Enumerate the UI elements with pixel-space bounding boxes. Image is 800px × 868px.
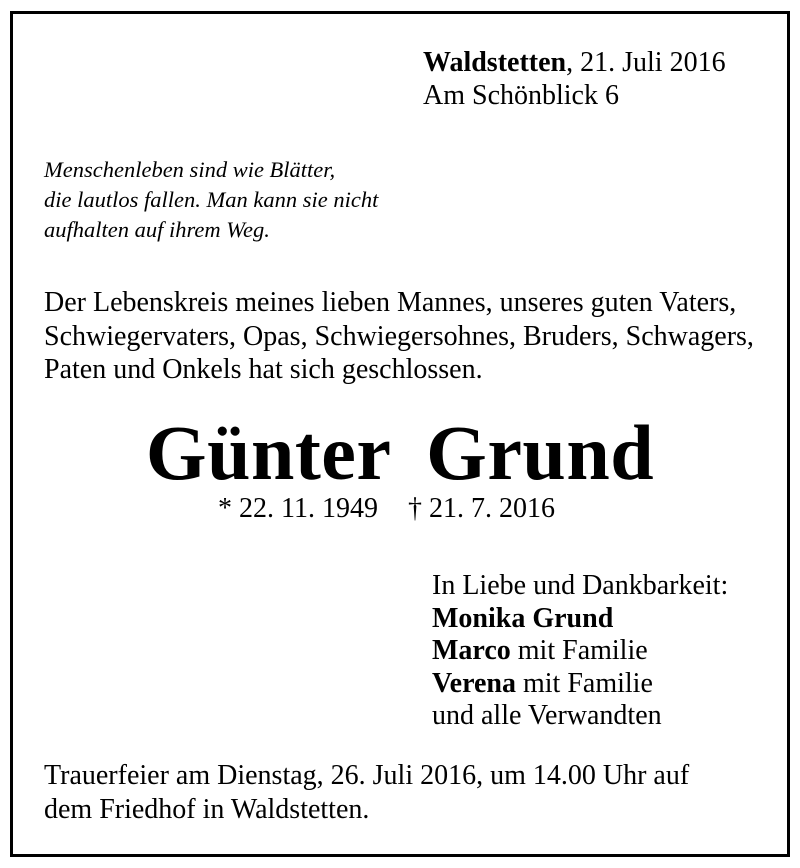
funeral-info [44, 759, 689, 827]
quote-block [44, 155, 378, 245]
spouse-name: Monika Grund [432, 602, 614, 634]
header-block [423, 46, 726, 112]
child-suffix: mit Familie [516, 667, 653, 699]
child-name: Marco [432, 635, 511, 667]
quote-line: die lautlos fallen. Man kann sie nicht [44, 187, 379, 212]
deceased-name: Günter Grund [145, 409, 655, 496]
child-name: Verena [432, 667, 516, 699]
spouse-line [432, 603, 728, 636]
address: Am Schönblick 6 [423, 80, 619, 111]
intro-line: Paten und Onkels hat sich geschlossen. [44, 354, 483, 385]
child-line [432, 668, 728, 701]
intro-line: Der Lebenskreis meines lieben Mannes, unseres guten Vaters, [44, 287, 737, 318]
intro-paragraph [44, 286, 754, 387]
notice-date: , 21. Juli 2016 [566, 47, 726, 78]
child-suffix: mit Familie [510, 635, 648, 667]
mourners-intro: In Liebe und Dankbarkeit: [432, 570, 729, 601]
relatives-line: und alle Verwandten [432, 700, 662, 732]
child-line [432, 635, 728, 668]
quote-line: aufhalten auf ihrem Weg. [44, 217, 270, 242]
obituary-notice [10, 11, 790, 857]
funeral-line: Trauerfeier am Dienstag, 26. Juli 2016, um 14.00 Uhr auf [44, 760, 690, 791]
place-date [423, 46, 726, 79]
mourners-block [432, 570, 728, 733]
death-date: † 21. 7. 2016 [407, 493, 555, 524]
life-dates [218, 492, 555, 525]
quote-line: Menschenleben sind wie Blätter, [44, 157, 336, 182]
birth-date: * 22. 11. 1949 [218, 493, 378, 524]
intro-line: Schwiegervaters, Opas, Schwiegersohnes, Bruders, Schwagers, [44, 320, 754, 352]
funeral-line: dem Friedhof in Waldstetten. [44, 794, 370, 825]
place-name: Waldstetten [423, 47, 567, 78]
